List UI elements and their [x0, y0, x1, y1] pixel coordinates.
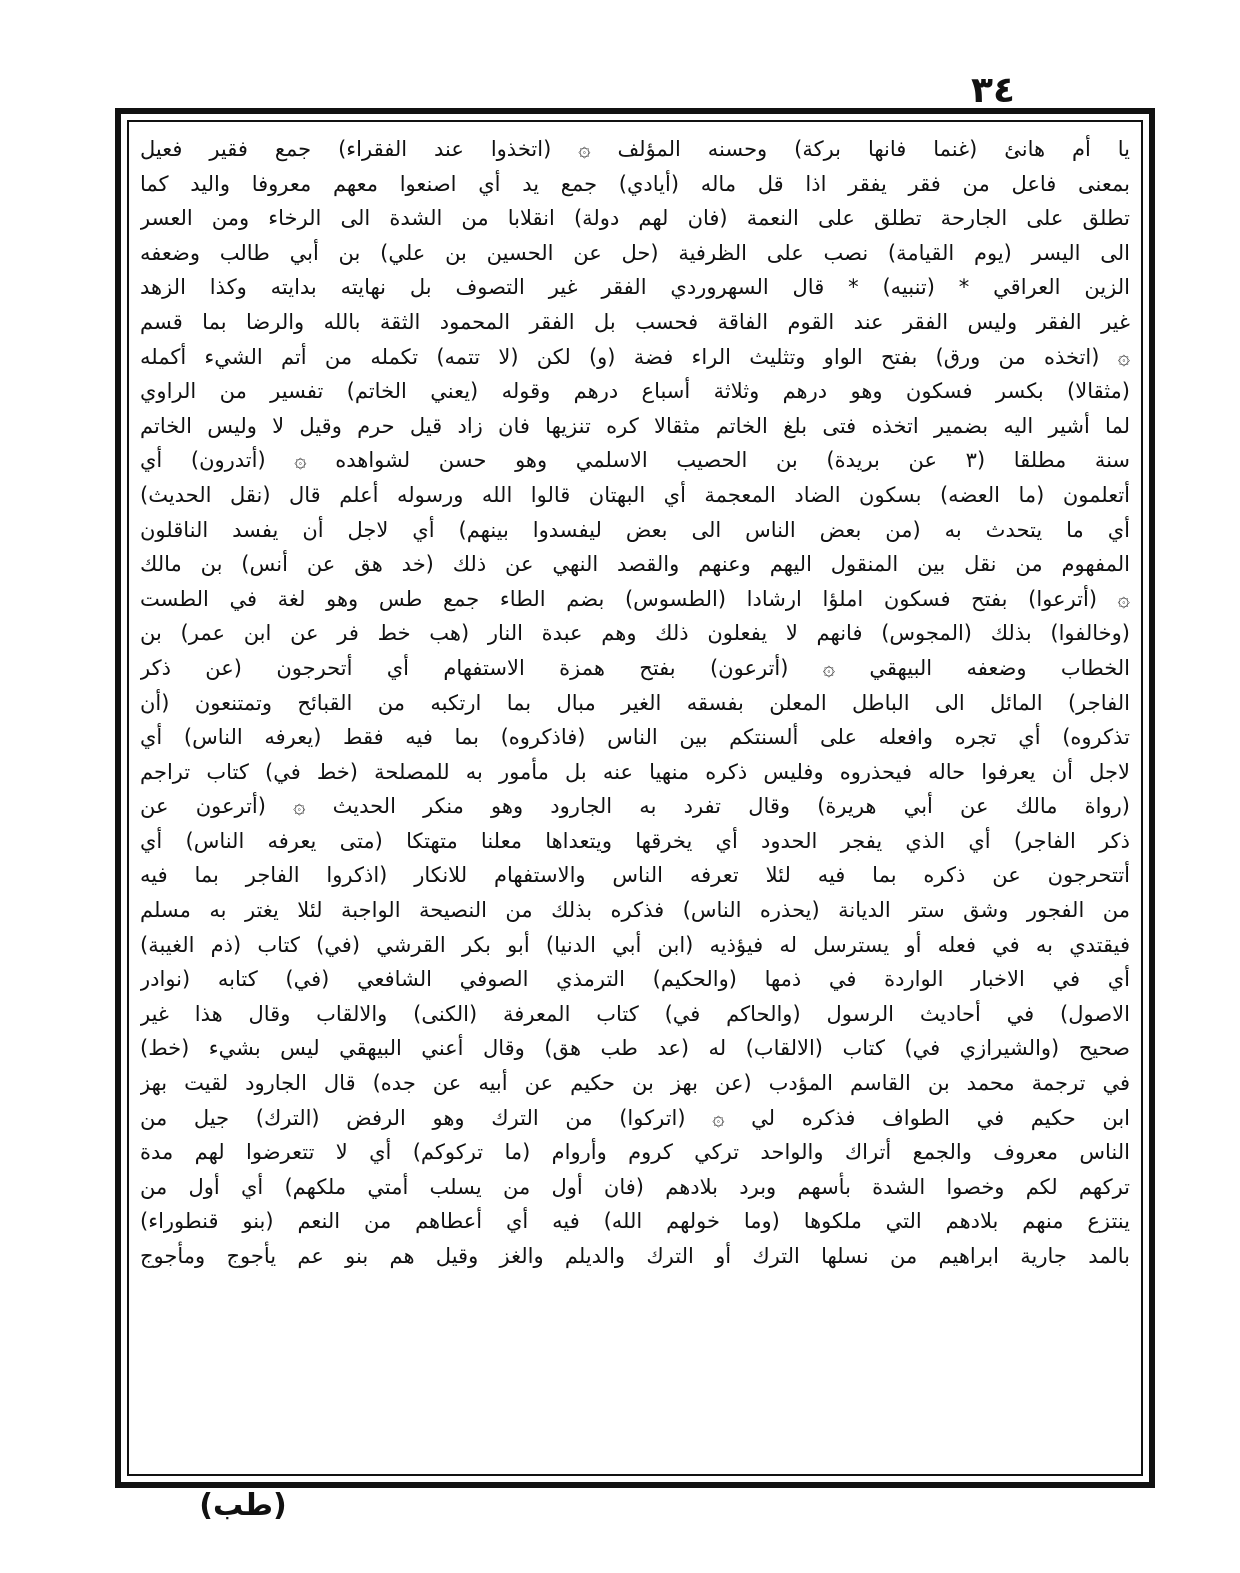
text-line: غير الفقر وليس الفقر عند القوم الفاقة فحسب بل الفقر المحمود الثقة بالله والرضا بما قسم	[140, 309, 1130, 334]
text-line: أتعلمون (ما العضه) بسكون الضاد المعجمة أي البهتان قالوا الله ورسوله أعلم قال (نقل الحديث)	[140, 482, 1130, 507]
text-line: ۞ (اتخذه من ورق) بفتح الواو وتثليث الراء فضة (و) لكن (لا تتمه) تكمله من أتم الشيء أكمله	[140, 344, 1130, 369]
text-line: بمعنى فاعل من فقر يفقر اذا قل ماله (أيادي) جمع يد أي اصنعوا معهم معروفا واليد كما	[140, 171, 1130, 196]
text-line: لاجل أن يعرفوا حاله فيحذروه وفليس ذكره منهيا عنه بل مأمور به للمصلحة (خط في) كتاب تراجم	[140, 759, 1130, 784]
text-line: في ترجمة محمد بن القاسم المؤدب (عن بهز بن حكيم عن أبيه عن جده) قال الجارود لقيت بهز	[140, 1071, 1130, 1096]
text-line: المفهوم من نقل بين المنقول اليهم وعنهم والقصد النهي عن ذلك (خد هق عن أنس) بن مالك	[140, 552, 1130, 577]
text-line: ۞ (أترعوا) بفتح فسكون املؤا ارشادا (الطسوس) بضم الطاء جمع طس وهو لغة في الطست	[140, 586, 1130, 611]
text-line: سنة مطلقا (٣ عن بريدة) بن الحصيب الاسلمي وهو حسن لشواهده ۞ (أتدرون) أي	[140, 448, 1130, 473]
page-number: ٣٤	[971, 70, 1015, 111]
text-line: يا أم هانئ (غنما فانها بركة) وحسنه المؤلف ۞ (اتخذوا عند الفقراء) جمع فقير فعيل	[140, 137, 1130, 161]
text-line: تطلق على الجارحة تطلق على النعمة (فان لهم دولة) انقلابا من الشدة الى الرخاء ومن العسر	[140, 206, 1130, 231]
footer-source-code: (طب)	[199, 1488, 287, 1523]
text-body	[140, 132, 1130, 1464]
text-line: ابن حكيم في الطواف فذكره لي ۞ (اتركوا) من الترك وهو الرفض (الترك) جيل من	[140, 1105, 1130, 1130]
text-line: (وخالفوا) بذلك (المجوس) فانهم لا يفعلون ذلك وهم عبدة النار (هب خط فر عن ابن عمر) بن	[140, 621, 1130, 646]
text-line: ذكر الفاجر) أي الذي يفجر الحدود أي يخرقها ويتعداها معلنا متهتكا (متى يعرفه الناس) أي	[140, 828, 1130, 853]
text-line: (مثقالا) بكسر فسكون وهو درهم وثلاثة أسباع درهم وقوله (يعني الخاتم) تفسير من الراوي	[140, 379, 1130, 404]
text-line: تركهم لكم وخصوا الشدة بأسهم وبرد بلادهم (فان أول من يسلب أمتي ملكهم) أي أول من	[140, 1174, 1130, 1199]
text-line: أي ما يتحدث به (من بعض الناس الى بعض ليفسدوا بينهم) أي لاجل أن يفسد الناقلون	[140, 517, 1130, 542]
text-line: من الفجور وشق ستر الديانة (يحذره الناس) فذكره بذلك من النصيحة الواجبة لئلا يغتر به مسلم	[140, 898, 1130, 923]
text-line: لما أشير اليه بضمير اتخذه فتى بلغ الخاتم مثقالا كره تنزيها فان زاد قيل حرم وقيل لا وليس الخاتم	[140, 413, 1130, 438]
text-line: أتتحرجون عن ذكره بما فيه لئلا تعرفه الناس والاستفهام للانكار (اذكروا الفاجر بما فيه	[140, 863, 1130, 888]
text-line: الناس معروف والجمع أتراك والواحد تركي كروم وأروام (ما تركوكم) أي لا تتعرضوا لهم مدة	[140, 1140, 1130, 1165]
text-line: الخطاب وضعفه البيهقي ۞ (أترعون) بفتح همزة الاستفهام أي أتحرجون (عن ذكر	[140, 655, 1130, 680]
text-line: أي في الاخبار الواردة في ذمها (والحكيم) الترمذي الصوفي الشافعي (في) كتابه (نوادر	[140, 967, 1130, 992]
text-line: (رواة مالك عن أبي هريرة) وقال تفرد به الجارود وهو منكر الحديث ۞ (أترعون عن	[140, 794, 1130, 819]
text-line: الى اليسر (يوم القيامة) نصب على الظرفية (حل عن الحسين بن علي) بن أبي طالب وضعفه	[140, 240, 1130, 265]
text-line: بالمد جارية ابراهيم من نسلها الترك أو الترك والديلم والغز وقيل هم بنو عم يأجوج ومأجوج	[140, 1244, 1130, 1268]
text-line: صحيح (والشيرازي في) كتاب (الالقاب) له (عد طب هق) وقال أعني البيهقي ليس بشيء (خط)	[140, 1036, 1130, 1061]
text-line: الاصول) في أحاديث الرسول (والحاكم في) كتاب المعرفة (الكنى) والالقاب وقال هذا غير	[140, 1001, 1130, 1026]
text-line: تذكروه) أي تجره وافعله على ألسنتكم بين الناس (فاذكروه) بما فيه فقط (يعرفه الناس) أي	[140, 725, 1130, 750]
text-line: ينتزع منهم بلادهم التي ملكوها (وما خولهم الله) فيه أي أعطاهم من النعم (بنو قنطوراء)	[140, 1209, 1130, 1234]
text-line: فيقتدي به في فعله أو يسترسل له فيؤذيه (ابن أبي الدنيا) أبو بكر القرشي (في) كتاب (ذم الغيبة)	[140, 932, 1130, 957]
text-line: الفاجر) المائل الى الباطل المعلن بفسقه الغير مبال بما ارتكبه من القبائح وتمتنعون (أن	[140, 690, 1130, 715]
text-line: الزين العراقي * (تنبيه) * قال السهروردي الفقر غير التصوف بل نهايته بدايته وكذا الزهد	[140, 275, 1130, 300]
